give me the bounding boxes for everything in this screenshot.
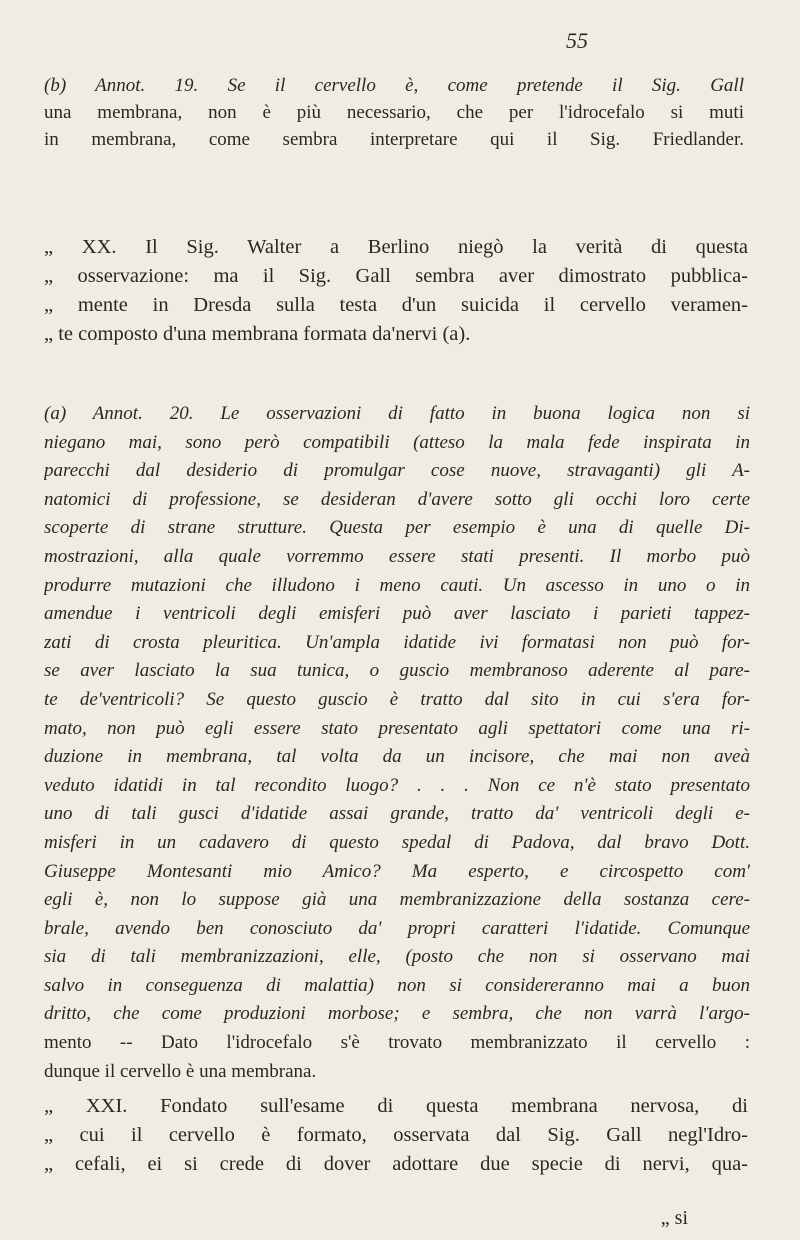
text-line: produrre mutazioni che illudono i meno cauti. Un ascesso in uno o in [44, 574, 750, 596]
text-line: „ cui il cervello è formato, osservata dal Sig. Gall negl'Idro- [44, 1124, 748, 1146]
text-line: salvo in conseguenza di malattia) non si considereranno mai a buon [44, 974, 750, 996]
text-line: egli è, non lo suppose già una membranizzazione della sostanza cere- [44, 889, 750, 911]
text-line: „ cefali, ei si crede di dover adottare due specie di nervi, qua- [44, 1153, 748, 1175]
text-line: „ XX. Il Sig. Walter a Berlino niegò la verità di questa [44, 236, 748, 258]
text-line: (a) Annot. 20. Le osservazioni di fatto in buona logica non si [44, 403, 750, 424]
footnote-a [44, 400, 750, 1086]
quotation-xx [44, 233, 748, 349]
text-line: „ XXI. Fondato sull'esame di questa membrana nervosa, di [44, 1095, 748, 1117]
text-line: mostrazioni, alla quale vorremmo essere stati presenti. Il morbo può [44, 545, 750, 567]
text-line: zati di crosta pleuritica. Un'ampla idatide ivi formatasi non può for- [44, 631, 750, 653]
text-line: in membrana, come sembra interpretare qui il Sig. Friedlander. [44, 129, 744, 150]
text-line: mento -- Dato l'idrocefalo s'è trovato membranizzato il cervello : [44, 1032, 750, 1054]
text-line: sia di tali membranizzazioni, elle, (posto che non si osservano mai [44, 946, 750, 968]
text-line: misferi in un cadavero di questo spedal di Padova, dal bravo Dott. [44, 831, 750, 853]
text-line: dunque il cervello è una membrana. [44, 1060, 317, 1082]
text-line: natomici di professione, se desideran d'avere sotto gli occhi loro certe [44, 488, 750, 510]
text-line: duzione in membrana, tal volta da un incisore, che mai non aveà [44, 746, 750, 768]
text-line: mato, non può egli essere stato presentato agli spettatori come una ri- [44, 717, 750, 739]
text-line: amendue i ventricoli degli emisferi può aver lasciato i parieti tappez- [44, 603, 750, 625]
text-line: parecchi dal desiderio di promulgar cose nuove, stravaganti) gli A- [44, 460, 750, 482]
text-line: te de'ventricoli? Se questo guscio è tratto dal sito in cui s'era for- [44, 688, 750, 710]
text-line: (b) Annot. 19. Se il cervello è, come pretende il Sig. Gall [44, 75, 744, 96]
text-line: una membrana, non è più necessario, che per l'idrocefalo si muti [44, 102, 744, 123]
text-line: uno di tali gusci d'idatide assai grande, tratto da' ventricoli degli e- [44, 803, 750, 825]
text-line: veduto idatidi in tal recondito luogo? . . . Non ce n'è stato presentato [44, 774, 750, 796]
text-line: Giuseppe Montesanti mio Amico? Ma esperto, e circospetto com' [44, 860, 750, 882]
text-line: „ te composto d'una membrana formata da'nervi (a). [44, 323, 471, 345]
text-line: dritto, che come produzioni morbose; e sembra, che non varrà l'argo- [44, 1003, 750, 1025]
quotation-xxi [44, 1092, 748, 1179]
page-number: 55 [566, 28, 588, 53]
text-line: niegano mai, sono però compatibili (atteso la mala fede inspirata in [44, 431, 750, 453]
text-line: se aver lasciato la sua tunica, o guscio membranoso aderente al pare- [44, 660, 750, 682]
text-line: brale, avendo ben conosciuto da' propri caratteri l'idatide. Comunque [44, 917, 750, 939]
text-line: „ mente in Dresda sulla testa d'un suicida il cervello veramen- [44, 294, 748, 316]
text-line: scoperte di strane strutture. Questa per esempio è una di quelle Di- [44, 517, 750, 539]
text-line: „ osservazione: ma il Sig. Gall sembra aver dimostrato pubblica- [44, 265, 748, 287]
footnote-b [44, 72, 744, 153]
catchword: „ si [660, 1207, 688, 1229]
